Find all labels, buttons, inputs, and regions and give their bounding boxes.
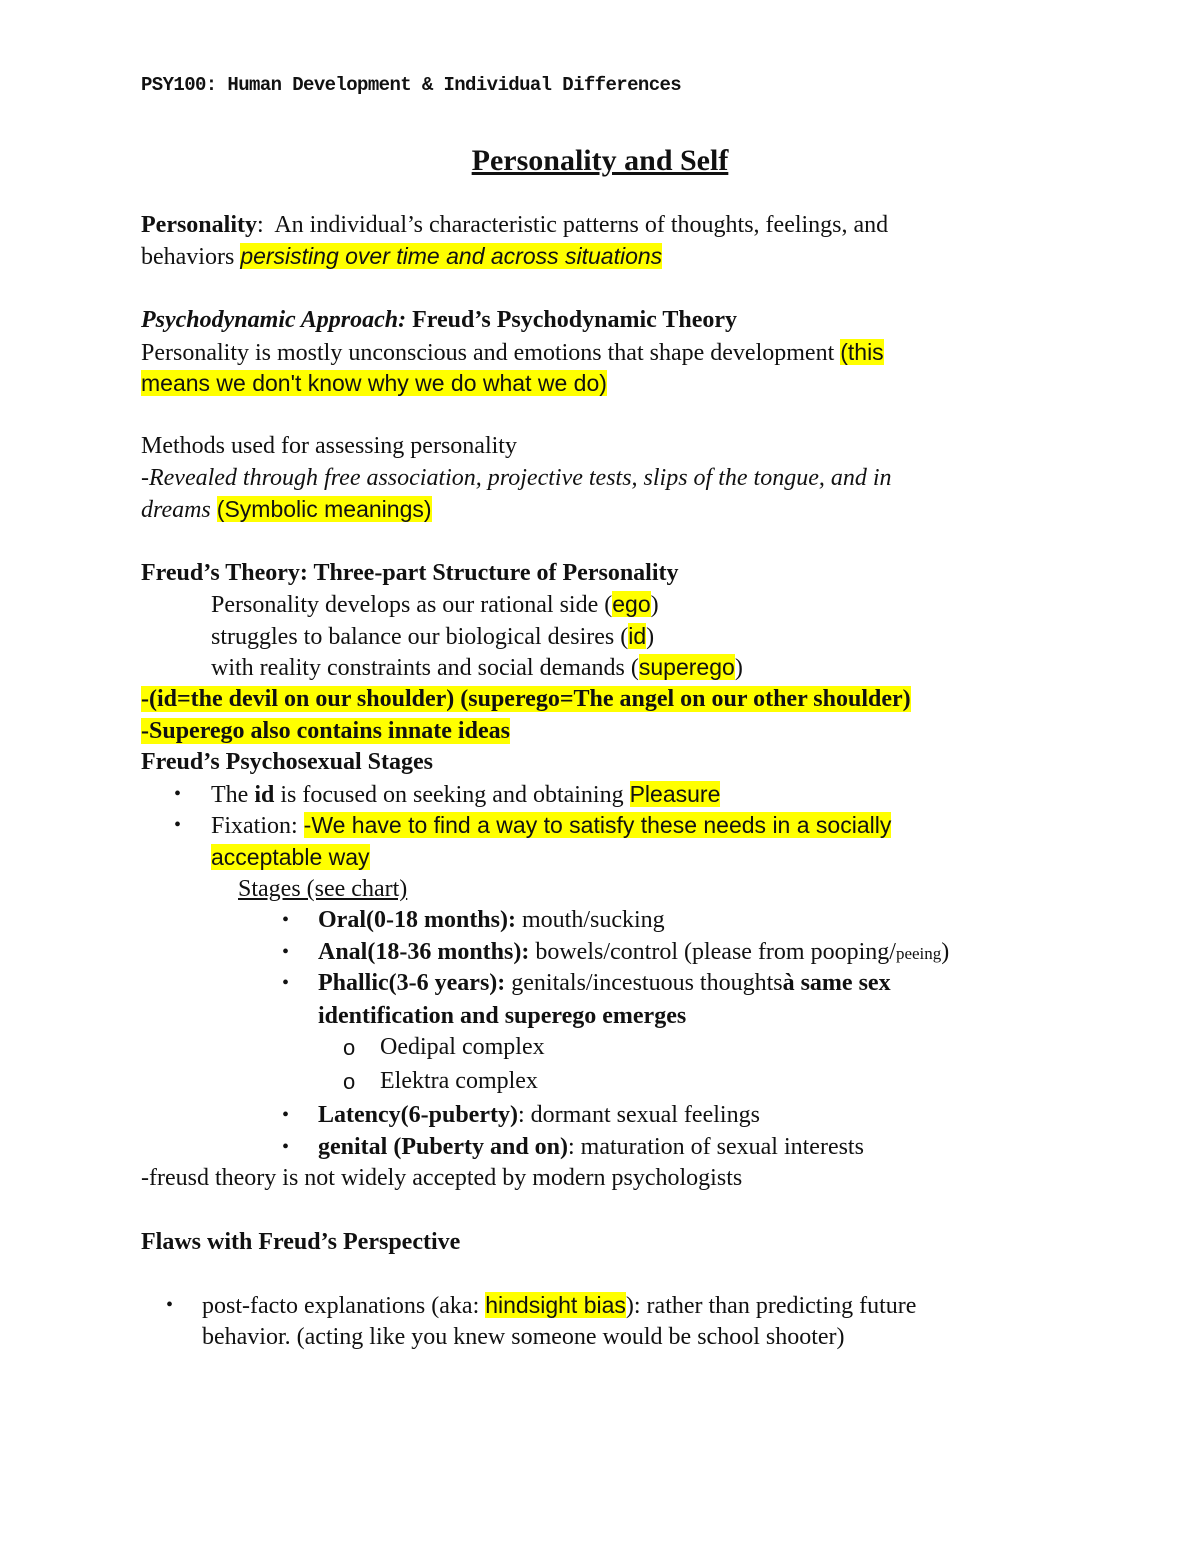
bullet-icon: • <box>282 1104 290 1126</box>
stage-phallic: Phallic(3-6 years): genitals/incestuous thoughtsà same sex <box>318 970 891 996</box>
hindsight-bias-bullet: post-facto explanations (aka: hindsight bias): rather than predicting future <box>202 1292 917 1319</box>
circle-bullet-icon: o <box>343 1035 356 1060</box>
id-line: struggles to balance our biological desires (id) <box>211 623 655 650</box>
bullet-icon: • <box>282 941 290 963</box>
bullet-icon: • <box>282 1136 290 1158</box>
stages-heading: Freud’s Psychosexual Stages <box>141 749 434 775</box>
oedipal-complex: Oedipal complex <box>380 1034 545 1060</box>
devil-angel-note: -(id=the devil on our shoulder) (superego=The angel on our other shoulder) <box>141 686 911 712</box>
arrow-icon: à <box>782 970 795 996</box>
stage-phallic-line-2: identification and superego emerges <box>318 1003 687 1029</box>
course-header: PSY100: Human Development & Individual Differences <box>141 74 682 96</box>
ego-line: Personality develops as our rational side (ego) <box>211 591 659 618</box>
bullet-icon: • <box>166 1294 174 1316</box>
psychodynamic-heading: Psychodynamic Approach: Freud’s Psychodynamic Theory <box>141 307 737 333</box>
psychodynamic-line-1: Personality is mostly unconscious and emotions that shape development (this <box>141 339 884 366</box>
pleasure-bullet: The id is focused on seeking and obtaining Pleasure <box>211 781 721 808</box>
bullet-icon: • <box>282 909 290 931</box>
circle-bullet-icon: o <box>343 1069 356 1094</box>
id-highlight: id <box>628 623 647 649</box>
stage-oral: Oral(0-18 months): mouth/sucking <box>318 907 665 933</box>
stage-anal: Anal(18-36 months): bowels/control (please from pooping/peeing) <box>318 939 950 965</box>
stages-chart-label: Stages (see chart) <box>238 876 408 902</box>
hindsight-bias-highlight: hindsight bias <box>485 1292 626 1318</box>
bullet-icon: • <box>174 783 182 805</box>
fixation-bullet: Fixation: -We have to find a way to satisfy these needs in a socially <box>211 812 892 839</box>
freud-acceptance-note: -freusd theory is not widely accepted by modern psychologists <box>141 1165 743 1191</box>
persistence-highlight: persisting over time and across situations <box>240 243 663 269</box>
structure-heading: Freud’s Theory: Three-part Structure of Personality <box>141 560 679 586</box>
pleasure-highlight: Pleasure <box>629 781 721 807</box>
psychodynamic-line-2 <box>141 368 607 400</box>
superego-line: with reality constraints and social demands (superego) <box>211 654 743 681</box>
unconscious-note-highlight: means we don't know why we do what we do) <box>141 370 607 396</box>
symbolic-meanings-highlight: (Symbolic meanings) <box>216 496 432 522</box>
stage-genital: genital (Puberty and on): maturation of sexual interests <box>318 1134 864 1160</box>
bullet-icon: • <box>174 814 182 836</box>
bullet-icon: • <box>282 972 290 994</box>
personality-definition: An individual’s characteristic patterns of thoughts, feelings, and <box>263 212 889 238</box>
innate-ideas-note: -Superego also contains innate ideas <box>141 718 510 744</box>
fixation-bullet-line-2: acceptable way <box>211 844 370 870</box>
methods-line-1: -Revealed through free association, projective tests, slips of the tongue, and in <box>141 465 892 491</box>
personality-term: Personality <box>141 212 257 238</box>
superego-highlight: superego <box>638 654 735 680</box>
elektra-complex: Elektra complex <box>380 1068 538 1094</box>
personality-definition-line-1: Personality: An individual’s characteristic patterns of thoughts, feelings, and <box>141 212 889 238</box>
methods-line-2: dreams (Symbolic meanings) <box>141 496 432 523</box>
methods-heading: Methods used for assessing personality <box>141 433 517 459</box>
stage-latency: Latency(6-puberty): dormant sexual feelings <box>318 1102 760 1128</box>
hindsight-bias-line-2: behavior. (acting like you knew someone would be school shooter) <box>202 1324 845 1350</box>
flaws-heading: Flaws with Freud’s Perspective <box>141 1229 461 1255</box>
ego-highlight: ego <box>612 591 651 617</box>
personality-definition-line-2: behaviors persisting over time and across situations <box>141 243 663 270</box>
page-title: Personality and Self <box>471 144 729 177</box>
